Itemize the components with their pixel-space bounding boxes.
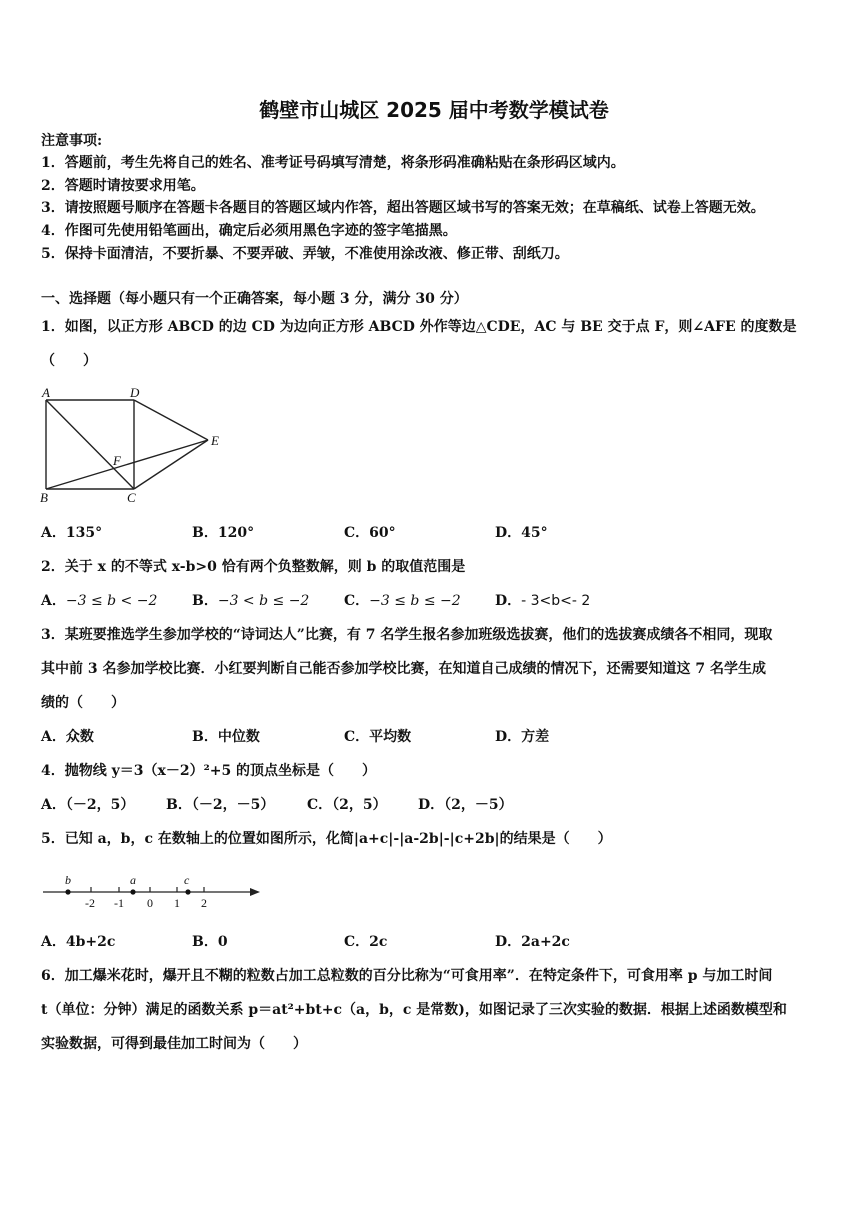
question-2-text: 2．关于 x 的不等式 x-b>0 恰有两个负整数解，则 b 的取值范围是 — [41, 559, 466, 575]
q1-option-a[interactable] — [41, 523, 102, 543]
question-4-text: 4．抛物线 y＝3（x－2）²+5 的顶点坐标是（ ） — [41, 763, 377, 779]
notice-item: 4．作图可先使用铅笔画出，确定后必须用黑色字迹的签字笔描黑。 — [41, 223, 457, 239]
option-value: （－2，5） — [65, 797, 135, 813]
number-line-figure — [40, 868, 265, 912]
q5-option-b[interactable] — [192, 932, 228, 952]
question-3-text: 其中前 3 名参加学校比赛．小红要判断自己能否参加学校比赛，在知道自己成绩的情况下，还需要知道这 7 名学生成 — [41, 661, 766, 677]
option-value: 2c — [369, 934, 388, 950]
q2-option-a[interactable] — [41, 591, 157, 611]
square-triangle-figure — [38, 382, 228, 504]
notice-heading: 注意事项: — [41, 133, 103, 149]
q4-option-a[interactable] — [41, 795, 134, 815]
q3-option-d[interactable] — [495, 727, 549, 747]
q1-option-c[interactable] — [344, 523, 396, 543]
question-3-text: 3．某班要推选学生参加学校的“诗词达人”比赛，有 7 名学生报名参加班级选拔赛，他们的选拔赛成绩各不相同，现取 — [41, 627, 773, 643]
tick-label: 0 — [147, 896, 153, 910]
option-value: （2，－5） — [444, 797, 513, 813]
option-letter: D． — [495, 525, 522, 541]
option-value: 60° — [369, 525, 396, 541]
option-value: 2a+2c — [521, 934, 570, 950]
section-heading: 一、选择题（每小题只有一个正确答案，每小题 3 分，满分 30 分） — [41, 291, 468, 307]
option-letter: C． — [307, 797, 333, 813]
tick-label: 1 — [174, 896, 180, 910]
q1-option-b[interactable] — [192, 523, 254, 543]
question-6-text: 6．加工爆米花时，爆开且不糊的粒数占加工总粒数的百分比称为“可食用率”．在特定条件下，可食用率 p 与加工时间 — [41, 968, 773, 984]
point-c-label: c — [184, 873, 190, 887]
question-6-text: t（单位：分钟）满足的函数关系 p＝at²+bt+c（a，b，c 是常数)，如图记录了三次实验的数据．根据上述函数模型和 — [41, 1002, 787, 1018]
option-value: −3 ≤ b < −2 — [65, 593, 158, 609]
option-value: −3 ≤ b ≤ −2 — [369, 593, 461, 609]
q3-option-c[interactable] — [344, 727, 411, 747]
tick-label: 2 — [201, 896, 207, 910]
option-value: 方差 — [521, 729, 550, 745]
question-5-text: 5．已知 a，b，c 在数轴上的位置如图所示，化简|a+c|-|a-2b|-|c+2b|的结果是（ ） — [41, 831, 612, 847]
option-letter: D． — [418, 797, 445, 813]
option-letter: C． — [344, 729, 370, 745]
option-letter: A． — [41, 797, 66, 813]
q3-option-a[interactable] — [41, 727, 94, 747]
q5-option-a[interactable] — [41, 932, 115, 952]
option-value: - 3<b<- 2 — [521, 593, 591, 609]
notice-item: 2．答题时请按要求用笔。 — [41, 178, 205, 194]
option-letter: D． — [495, 934, 522, 950]
option-value: 45° — [521, 525, 548, 541]
option-letter: A． — [41, 934, 66, 950]
q2-option-d[interactable] — [495, 591, 590, 611]
question-6-text: 实验数据，可得到最佳加工时间为（ ） — [41, 1036, 307, 1052]
point-b-label: b — [65, 873, 71, 887]
option-letter: B． — [192, 593, 218, 609]
option-value: 中位数 — [217, 729, 260, 745]
label-E: E — [211, 433, 219, 448]
option-letter: D． — [495, 593, 522, 609]
option-letter: A． — [41, 525, 66, 541]
label-D: D — [130, 385, 140, 400]
option-letter: B． — [192, 729, 218, 745]
option-letter: B． — [192, 525, 218, 541]
q1-option-d[interactable] — [495, 523, 548, 543]
option-value: 135° — [65, 525, 103, 541]
option-letter: D． — [495, 729, 522, 745]
q4-option-d[interactable] — [418, 795, 513, 815]
notice-item: 1．答题前，考生先将自己的姓名、准考证号码填写清楚，将条形码准确粘贴在条形码区域内。 — [41, 155, 625, 171]
tick-label: -1 — [114, 896, 124, 910]
option-letter: A． — [41, 729, 66, 745]
option-letter: C． — [344, 593, 370, 609]
option-letter: A． — [41, 593, 66, 609]
notice-item: 3．请按照题号顺序在答题卡各题目的答题区域内作答，超出答题区域书写的答案无效；在草稿纸、试卷上答题无效。 — [41, 200, 765, 216]
option-value: 平均数 — [369, 729, 412, 745]
q2-option-b[interactable] — [192, 591, 309, 611]
option-letter: B． — [192, 934, 218, 950]
q4-option-c[interactable] — [307, 795, 387, 815]
tick-label: -2 — [85, 896, 95, 910]
page-title: 鹤壁市山城区 2025 届中考数学模试卷 — [259, 98, 609, 122]
label-F: F — [113, 453, 121, 468]
option-value: −3 < b ≤ −2 — [217, 593, 310, 609]
q4-option-b[interactable] — [166, 795, 274, 815]
option-value: 众数 — [65, 729, 94, 745]
label-B: B — [40, 490, 48, 504]
option-letter: C． — [344, 934, 370, 950]
option-letter: B． — [166, 797, 192, 813]
q2-option-c[interactable] — [344, 591, 461, 611]
label-C: C — [127, 490, 136, 504]
label-A: A — [42, 385, 50, 400]
point-a-label: a — [130, 873, 136, 887]
option-value: 0 — [217, 934, 228, 950]
question-1-text: 1．如图，以正方形 ABCD 的边 CD 为边向正方形 ABCD 外作等边△CDE，AC 与 BE 交于点 F，则∠AFE 的度数是 — [41, 319, 797, 335]
q5-option-d[interactable] — [495, 932, 570, 952]
question-1-paren: （ ） — [41, 353, 97, 369]
notice-item: 5．保持卡面清洁，不要折暴、不要弄破、弄皱，不准使用涂改液、修正带、刮纸刀。 — [41, 246, 569, 262]
option-value: 120° — [217, 525, 255, 541]
option-value: （2，5） — [332, 797, 387, 813]
option-value: 4b+2c — [65, 934, 116, 950]
q5-option-c[interactable] — [344, 932, 387, 952]
q3-option-b[interactable] — [192, 727, 260, 747]
option-value: （－2，－5） — [191, 797, 275, 813]
question-3-text: 绩的（ ） — [41, 695, 125, 711]
option-letter: C． — [344, 525, 370, 541]
